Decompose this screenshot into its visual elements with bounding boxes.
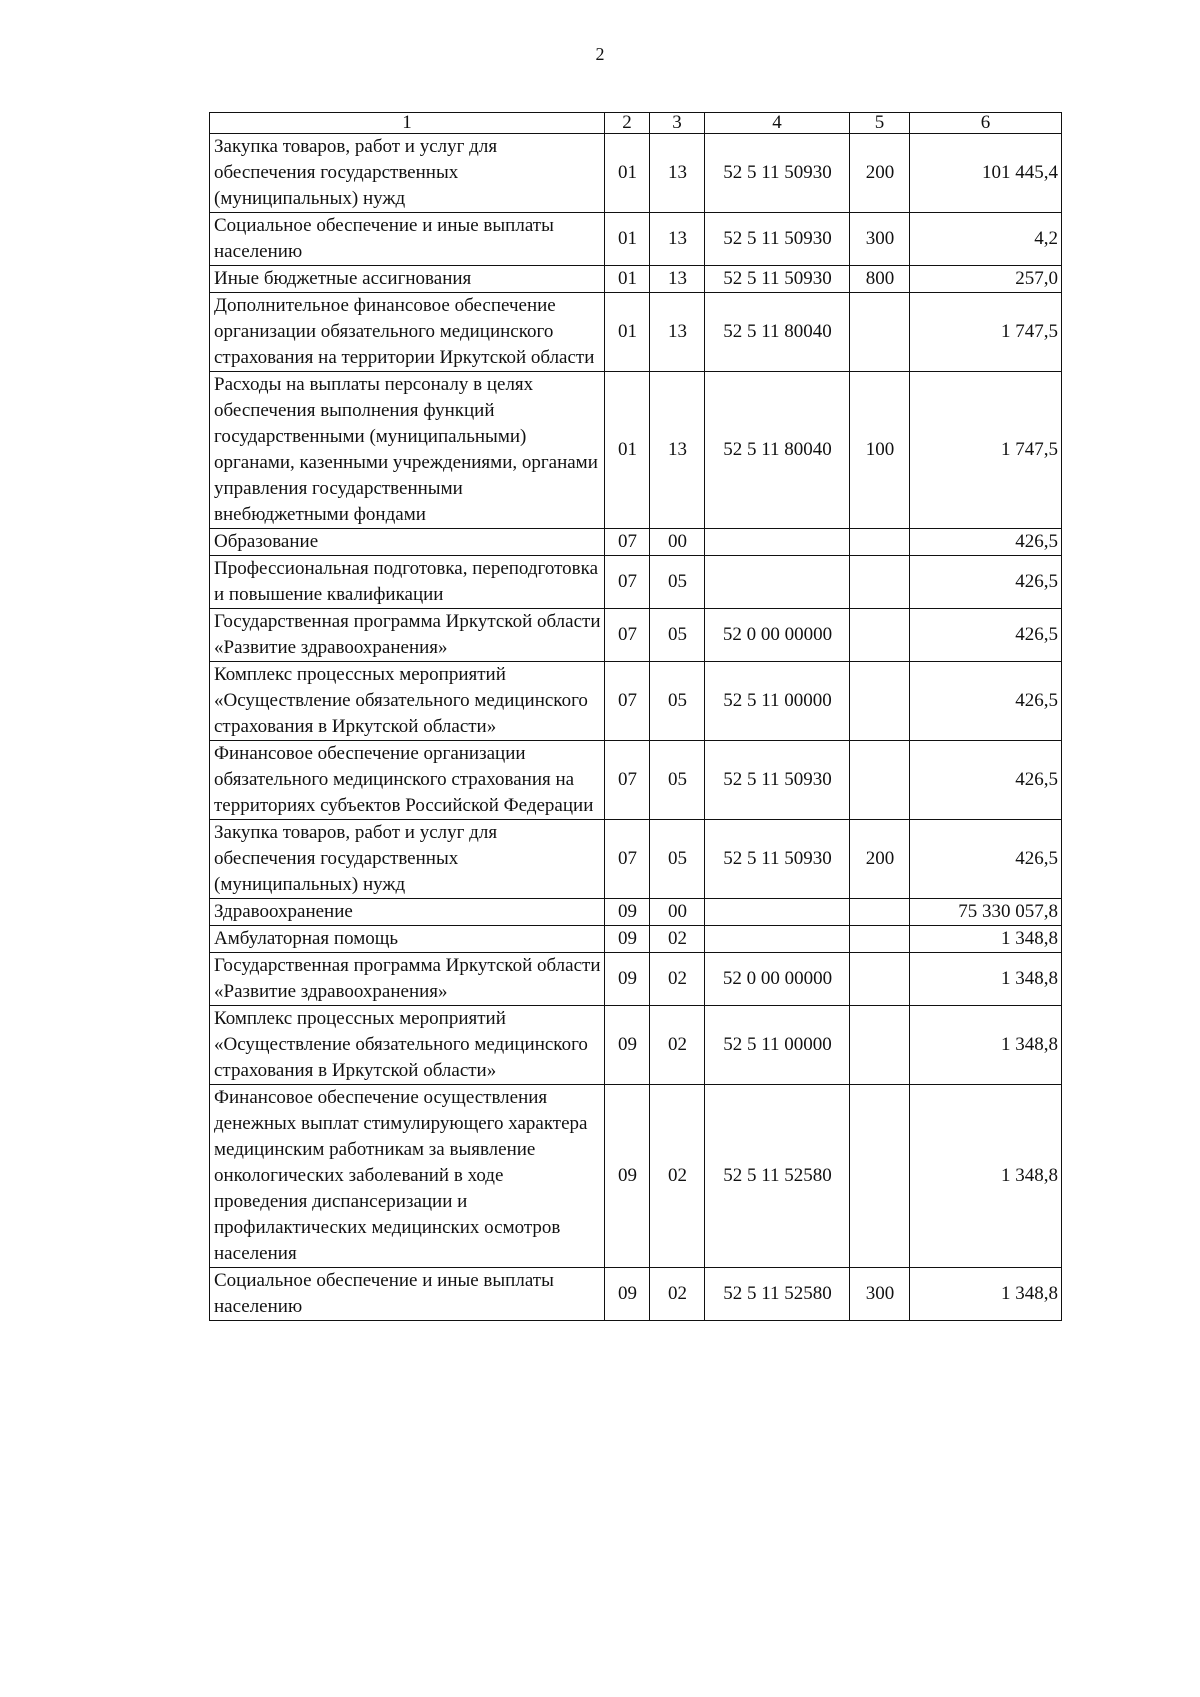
- row-section-code: 09: [605, 953, 650, 1006]
- table-row: [210, 213, 1062, 266]
- table-row: [210, 662, 1062, 741]
- row-subsection-code: 02: [650, 1006, 705, 1085]
- row-subsection-code: 13: [650, 266, 705, 293]
- row-amount: 1 348,8: [910, 1085, 1062, 1268]
- row-amount: 4,2: [910, 213, 1062, 266]
- row-expense-type: 200: [850, 134, 910, 213]
- row-target-article: 52 5 11 00000: [705, 1006, 850, 1085]
- row-subsection-code: 05: [650, 662, 705, 741]
- row-expense-type: 100: [850, 372, 910, 529]
- row-section-code: 09: [605, 1006, 650, 1085]
- table-row: [210, 926, 1062, 953]
- row-amount: 426,5: [910, 529, 1062, 556]
- row-subsection-code: 00: [650, 899, 705, 926]
- row-name: Профессиональная подготовка, переподготовка и повышение квалификации: [210, 556, 605, 609]
- row-expense-type: 800: [850, 266, 910, 293]
- row-expense-type: [850, 662, 910, 741]
- column-header-4: 4: [705, 113, 850, 134]
- row-name: Социальное обеспечение и иные выплаты населению: [210, 1268, 605, 1321]
- row-amount: 1 348,8: [910, 953, 1062, 1006]
- column-header-3: 3: [650, 113, 705, 134]
- row-target-article: 52 5 11 00000: [705, 662, 850, 741]
- row-amount: 426,5: [910, 741, 1062, 820]
- row-target-article: 52 5 11 50930: [705, 266, 850, 293]
- column-header-1: 1: [210, 113, 605, 134]
- row-target-article: 52 5 11 80040: [705, 293, 850, 372]
- row-target-article: 52 5 11 52580: [705, 1268, 850, 1321]
- header-row: [210, 113, 1062, 134]
- row-section-code: 07: [605, 609, 650, 662]
- column-header-5: 5: [850, 113, 910, 134]
- row-target-article: [705, 556, 850, 609]
- row-name: Образование: [210, 529, 605, 556]
- row-target-article: 52 5 11 50930: [705, 134, 850, 213]
- table-row: [210, 1006, 1062, 1085]
- row-target-article: [705, 529, 850, 556]
- row-section-code: 01: [605, 293, 650, 372]
- table-row: [210, 266, 1062, 293]
- row-expense-type: 300: [850, 1268, 910, 1321]
- row-subsection-code: 02: [650, 1085, 705, 1268]
- column-header-2: 2: [605, 113, 650, 134]
- row-section-code: 09: [605, 1085, 650, 1268]
- row-section-code: 01: [605, 213, 650, 266]
- table-row: [210, 529, 1062, 556]
- row-section-code: 01: [605, 134, 650, 213]
- row-name: Государственная программа Иркутской области «Развитие здравоохранения»: [210, 609, 605, 662]
- row-subsection-code: 05: [650, 820, 705, 899]
- row-name: Финансовое обеспечение осуществления денежных выплат стимулирующего характера медицинским работникам за выявление онкологических заболеваний в ходе проведения диспансеризации и профилактических медицинских осмотров населения: [210, 1085, 605, 1268]
- row-section-code: 01: [605, 266, 650, 293]
- row-expense-type: 300: [850, 213, 910, 266]
- table-row: [210, 899, 1062, 926]
- row-name: Комплекс процессных мероприятий «Осуществление обязательного медицинского страхования в Иркутской области»: [210, 1006, 605, 1085]
- row-amount: 1 348,8: [910, 1268, 1062, 1321]
- row-expense-type: [850, 953, 910, 1006]
- row-name: Амбулаторная помощь: [210, 926, 605, 953]
- page-number: 2: [595, 44, 605, 64]
- row-subsection-code: 13: [650, 213, 705, 266]
- row-target-article: [705, 899, 850, 926]
- table-row: [210, 293, 1062, 372]
- row-expense-type: [850, 1085, 910, 1268]
- row-subsection-code: 13: [650, 372, 705, 529]
- row-expense-type: [850, 899, 910, 926]
- row-name: Финансовое обеспечение организации обязательного медицинского страхования на территориях субъектов Российской Федерации: [210, 741, 605, 820]
- row-amount: 101 445,4: [910, 134, 1062, 213]
- row-section-code: 07: [605, 820, 650, 899]
- row-target-article: [705, 926, 850, 953]
- row-amount: 1 348,8: [910, 1006, 1062, 1085]
- table-row: [210, 556, 1062, 609]
- row-name: Здравоохранение: [210, 899, 605, 926]
- row-expense-type: [850, 926, 910, 953]
- row-subsection-code: 00: [650, 529, 705, 556]
- row-subsection-code: 02: [650, 926, 705, 953]
- row-subsection-code: 13: [650, 293, 705, 372]
- row-target-article: 52 5 11 50930: [705, 213, 850, 266]
- row-target-article: 52 5 11 50930: [705, 741, 850, 820]
- row-target-article: 52 0 00 00000: [705, 953, 850, 1006]
- budget-table: [209, 112, 1062, 1321]
- row-amount: 75 330 057,8: [910, 899, 1062, 926]
- row-expense-type: [850, 529, 910, 556]
- row-amount: 426,5: [910, 609, 1062, 662]
- row-amount: 426,5: [910, 662, 1062, 741]
- table-row: [210, 741, 1062, 820]
- table-row: [210, 1268, 1062, 1321]
- row-target-article: 52 5 11 50930: [705, 820, 850, 899]
- row-name: Государственная программа Иркутской области «Развитие здравоохранения»: [210, 953, 605, 1006]
- row-target-article: 52 5 11 80040: [705, 372, 850, 529]
- row-name: Комплекс процессных мероприятий «Осуществление обязательного медицинского страхования в Иркутской области»: [210, 662, 605, 741]
- row-amount: 426,5: [910, 556, 1062, 609]
- row-name: Закупка товаров, работ и услуг для обеспечения государственных (муниципальных) нужд: [210, 820, 605, 899]
- row-subsection-code: 02: [650, 953, 705, 1006]
- table-row: [210, 609, 1062, 662]
- row-expense-type: [850, 556, 910, 609]
- row-subsection-code: 05: [650, 556, 705, 609]
- row-expense-type: [850, 741, 910, 820]
- row-section-code: 07: [605, 741, 650, 820]
- row-target-article: 52 0 00 00000: [705, 609, 850, 662]
- row-amount: 426,5: [910, 820, 1062, 899]
- row-name: Расходы на выплаты персоналу в целях обеспечения выполнения функций государственными (муниципальными) органами, казенными учреждениями, органами управления государственными внебюджетными фондами: [210, 372, 605, 529]
- row-subsection-code: 02: [650, 1268, 705, 1321]
- row-amount: 257,0: [910, 266, 1062, 293]
- row-name: Социальное обеспечение и иные выплаты населению: [210, 213, 605, 266]
- row-name: Иные бюджетные ассигнования: [210, 266, 605, 293]
- row-amount: 1 348,8: [910, 926, 1062, 953]
- table-row: [210, 1085, 1062, 1268]
- row-name: Дополнительное финансовое обеспечение организации обязательного медицинского страхования на территории Иркутской области: [210, 293, 605, 372]
- row-name: Закупка товаров, работ и услуг для обеспечения государственных (муниципальных) нужд: [210, 134, 605, 213]
- row-section-code: 07: [605, 662, 650, 741]
- row-section-code: 09: [605, 899, 650, 926]
- row-section-code: 09: [605, 926, 650, 953]
- table-row: [210, 134, 1062, 213]
- row-section-code: 07: [605, 556, 650, 609]
- row-expense-type: 200: [850, 820, 910, 899]
- row-amount: 1 747,5: [910, 293, 1062, 372]
- row-subsection-code: 05: [650, 741, 705, 820]
- row-section-code: 07: [605, 529, 650, 556]
- table-row: [210, 372, 1062, 529]
- row-amount: 1 747,5: [910, 372, 1062, 529]
- row-subsection-code: 13: [650, 134, 705, 213]
- row-expense-type: [850, 1006, 910, 1085]
- table-row: [210, 820, 1062, 899]
- row-expense-type: [850, 293, 910, 372]
- row-target-article: 52 5 11 52580: [705, 1085, 850, 1268]
- row-expense-type: [850, 609, 910, 662]
- row-section-code: 01: [605, 372, 650, 529]
- row-section-code: 09: [605, 1268, 650, 1321]
- column-header-6: 6: [910, 113, 1062, 134]
- row-subsection-code: 05: [650, 609, 705, 662]
- table-row: [210, 953, 1062, 1006]
